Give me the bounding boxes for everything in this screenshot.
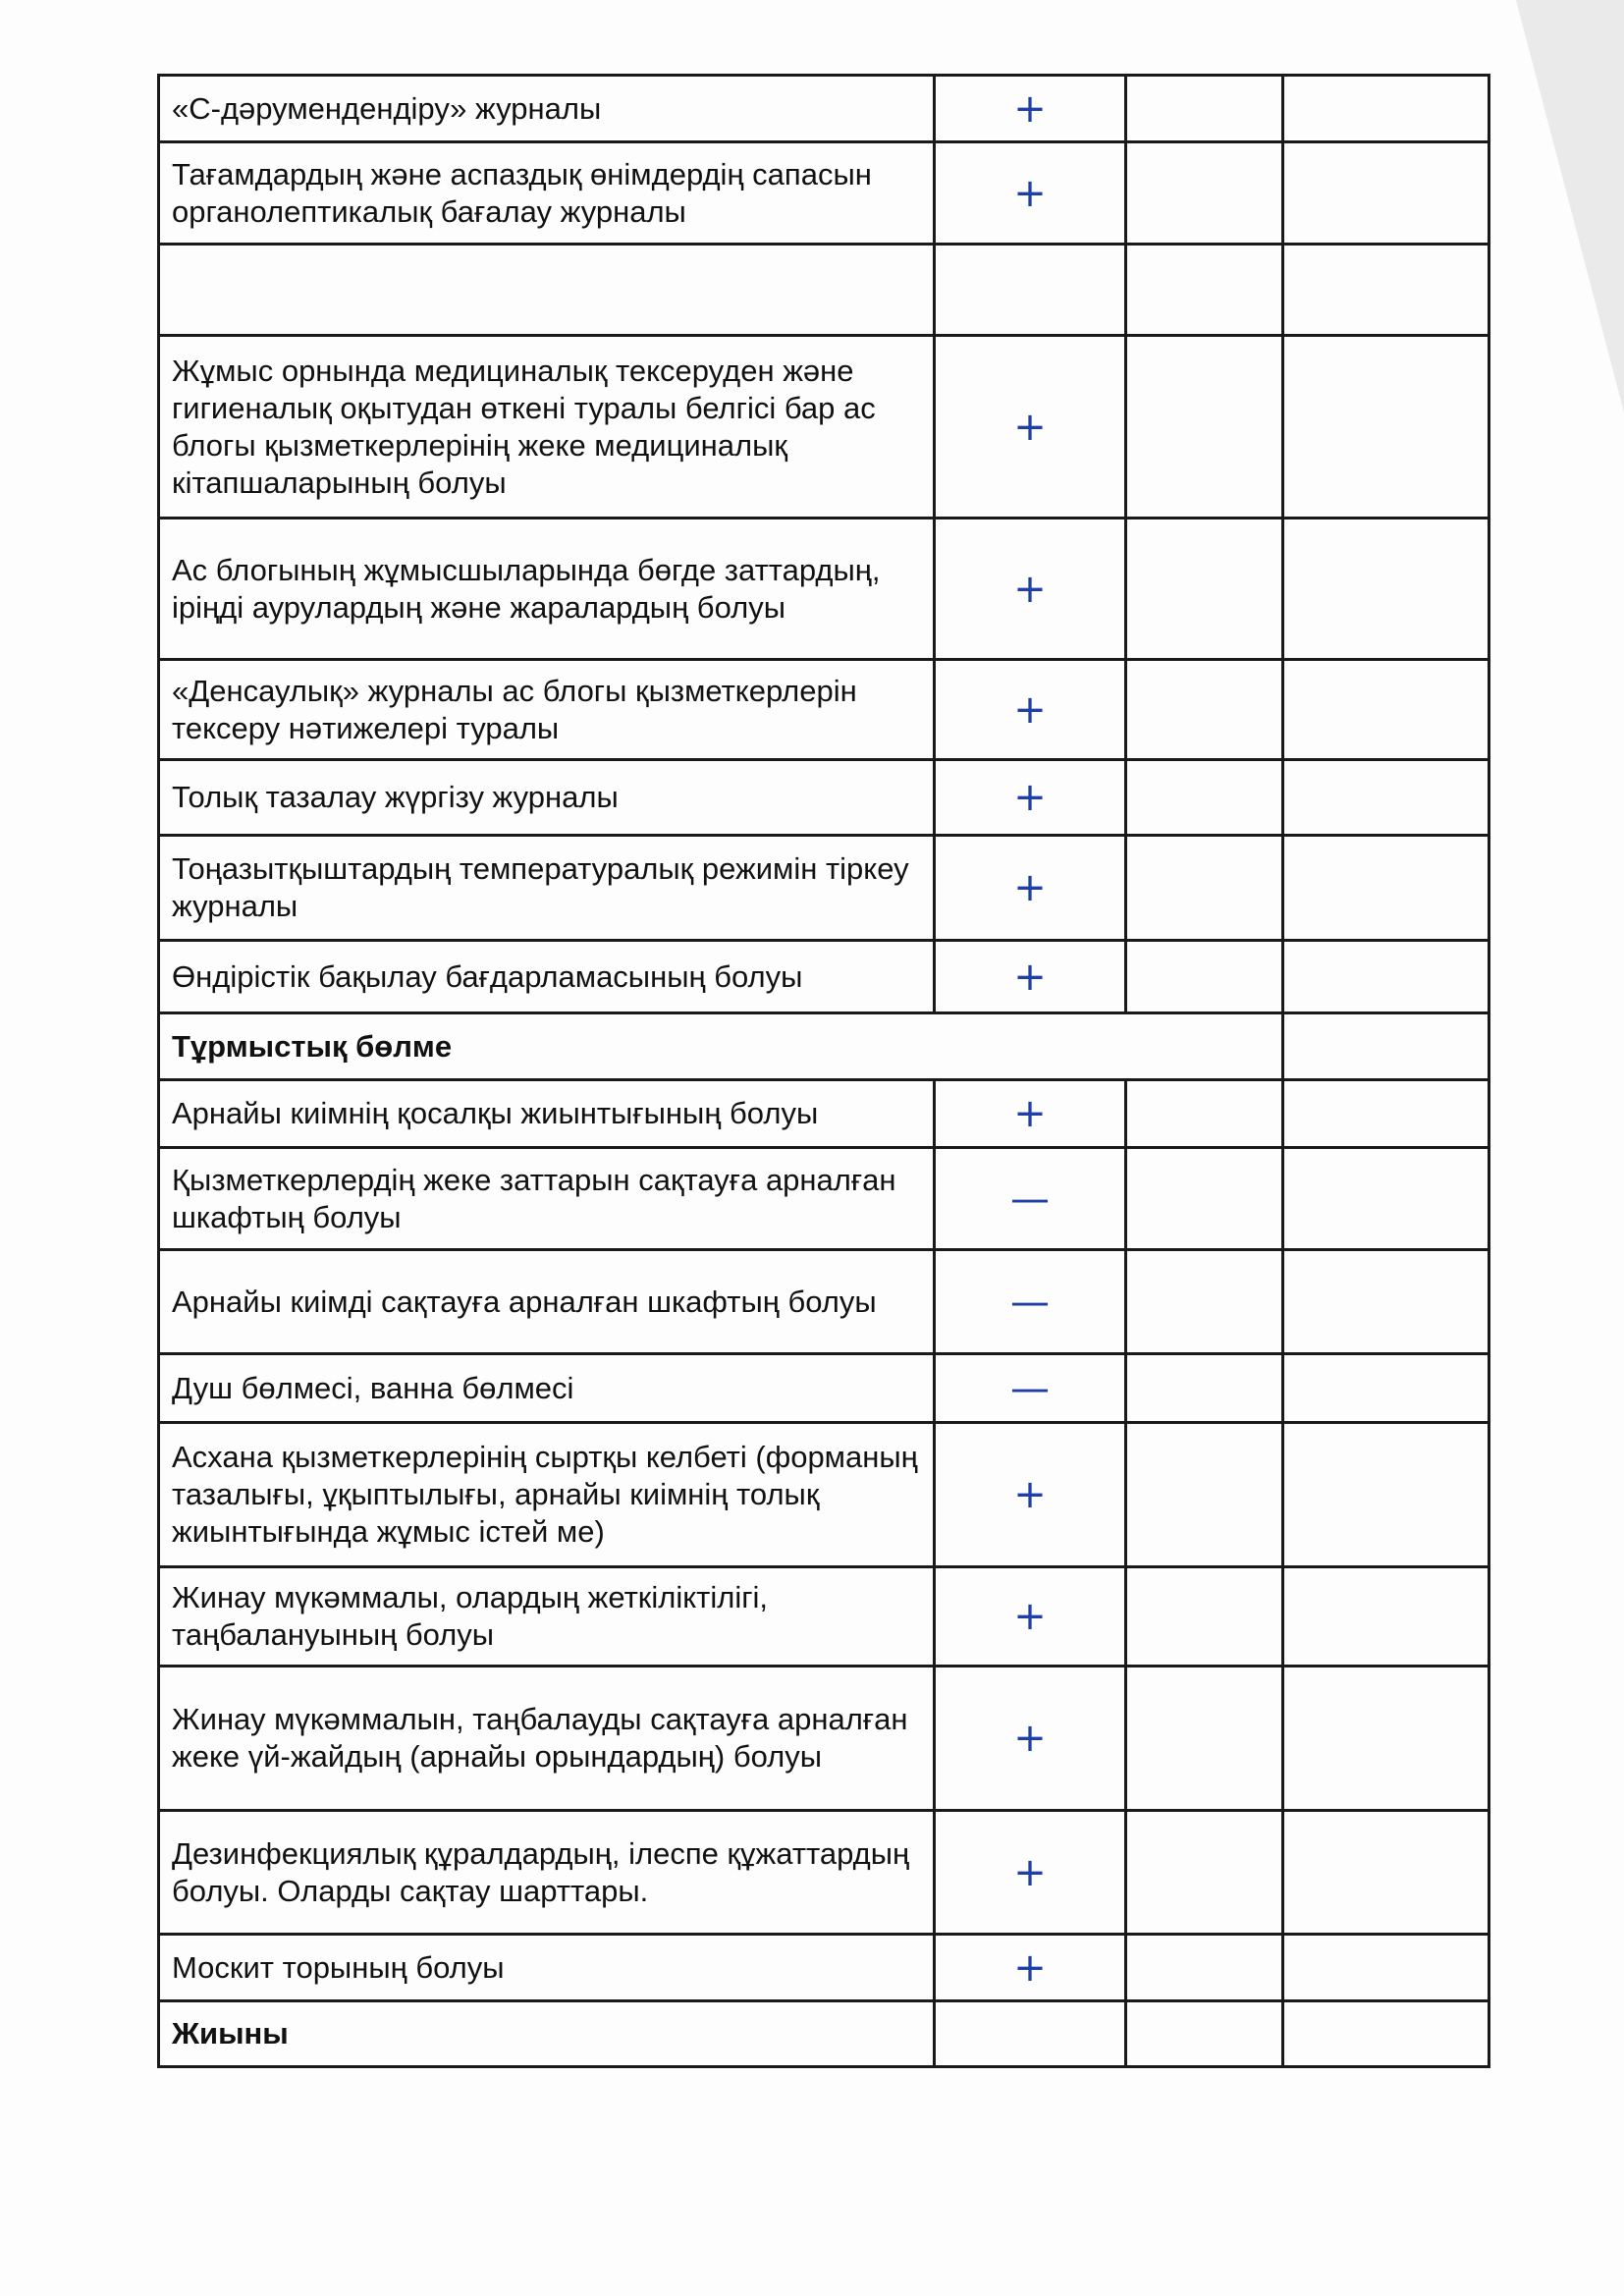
section-row (159, 1013, 1489, 1080)
empty-cell (1126, 142, 1283, 245)
table-row (159, 660, 1489, 760)
criterion-text: Москит торының болуы (159, 1935, 935, 2001)
check-mark: + (935, 760, 1126, 836)
empty-cell (1283, 519, 1489, 660)
check-mark (935, 2001, 1126, 2067)
empty-cell (1283, 2001, 1489, 2067)
criterion-text: «Денсаулық» журналы ас блогы қызметкерлерін тексеру нәтижелері туралы (159, 660, 935, 760)
criterion-text: Арнайы киімді сақтауға арналған шкафтың болуы (159, 1250, 935, 1354)
check-mark: + (935, 660, 1126, 760)
check-mark: — (935, 1250, 1126, 1354)
empty-cell (1126, 660, 1283, 760)
table-row (159, 142, 1489, 245)
table-row (159, 1667, 1489, 1811)
empty-cell (1283, 760, 1489, 836)
empty-cell (1126, 1250, 1283, 1354)
criterion-text: Толық тазалау жүргізу журналы (159, 760, 935, 836)
table-row (159, 1148, 1489, 1250)
criterion-text (159, 245, 935, 336)
empty-cell (1126, 941, 1283, 1013)
criterion-text: Жинау мүкәммалын, таңбалауды сақтауға арналған жеке үй-жайдың (арнайы орындардың) болуы (159, 1667, 935, 1811)
empty-cell (1283, 1148, 1489, 1250)
table-row (159, 1811, 1489, 1935)
total-row (159, 2001, 1489, 2067)
check-mark: + (935, 1567, 1126, 1667)
checklist-table (157, 74, 1490, 2068)
check-mark: + (935, 941, 1126, 1013)
table-row (159, 1567, 1489, 1667)
criterion-text: Арнайы киімнің қосалқы жиынтығының болуы (159, 1080, 935, 1148)
table-row (159, 519, 1489, 660)
criterion-text: Жұмыс орнында медициналық тексеруден және гигиеналық оқытудан өткені туралы белгісі бар ас блогы қызметкерлерінің жеке медициналық кітапшаларының болуы (159, 336, 935, 519)
empty-cell (1126, 1935, 1283, 2001)
check-mark: + (935, 336, 1126, 519)
empty-cell (1283, 941, 1489, 1013)
empty-cell (1126, 336, 1283, 519)
total-label: Жиыны (159, 2001, 935, 2067)
check-mark: + (935, 1935, 1126, 2001)
check-mark: + (935, 76, 1126, 142)
criterion-text: «С-дәрумендендіру» журналы (159, 76, 935, 142)
check-mark: — (935, 1148, 1126, 1250)
table-row (159, 836, 1489, 941)
criterion-text: Тоңазытқыштардың температуралық режимін тіркеу журналы (159, 836, 935, 941)
criterion-text: Қызметкерлердің жеке заттарын сақтауға арналған шкафтың болуы (159, 1148, 935, 1250)
check-mark: + (935, 1423, 1126, 1567)
empty-cell (1126, 1423, 1283, 1567)
empty-cell (1283, 336, 1489, 519)
empty-cell (1283, 1354, 1489, 1423)
empty-cell (1283, 76, 1489, 142)
table-row (159, 76, 1489, 142)
check-mark: + (935, 1667, 1126, 1811)
criterion-text: Ас блогының жұмысшыларында бөгде заттардың, іріңді аурулардың және жаралардың болуы (159, 519, 935, 660)
empty-cell (1283, 1080, 1489, 1148)
table-row (159, 760, 1489, 836)
empty-cell (1283, 1013, 1489, 1080)
empty-cell (1126, 1080, 1283, 1148)
empty-cell (1283, 660, 1489, 760)
criterion-text: Тағамдардың және аспаздық өнімдердің сапасын органолептикалық бағалау журналы (159, 142, 935, 245)
empty-cell (1283, 1811, 1489, 1935)
empty-cell (1283, 1935, 1489, 2001)
empty-cell (1283, 142, 1489, 245)
empty-cell (1126, 836, 1283, 941)
criterion-text: Асхана қызметкерлерінің сыртқы келбеті (форманың тазалығы, ұқыптылығы, арнайы киімнің толық жиынтығында жұмыс істей ме) (159, 1423, 935, 1567)
empty-cell (1283, 1667, 1489, 1811)
check-mark: — (935, 1354, 1126, 1423)
check-mark: + (935, 142, 1126, 245)
criterion-text: Дезинфекциялық құралдардың, ілеспе құжаттардың болуы. Оларды сақтау шарттары. (159, 1811, 935, 1935)
criterion-text: Жинау мүкәммалы, олардың жеткіліктілігі, таңбалануының болуы (159, 1567, 935, 1667)
table-row (159, 941, 1489, 1013)
empty-cell (1126, 2001, 1283, 2067)
section-heading: Тұрмыстық бөлме (159, 1013, 935, 1080)
check-mark: + (935, 1080, 1126, 1148)
criterion-text: Душ бөлмесі, ванна бөлмесі (159, 1354, 935, 1423)
empty-cell (1126, 76, 1283, 142)
empty-cell (1126, 1811, 1283, 1935)
empty-cell (1126, 1567, 1283, 1667)
check-mark: + (935, 836, 1126, 941)
empty-cell (1283, 245, 1489, 336)
table-row (159, 1250, 1489, 1354)
check-mark: + (935, 519, 1126, 660)
empty-cell (1126, 1148, 1283, 1250)
empty-cell (1126, 1354, 1283, 1423)
empty-cell (1283, 1250, 1489, 1354)
empty-cell (935, 1013, 1283, 1080)
check-mark: + (935, 1811, 1126, 1935)
empty-cell (1126, 519, 1283, 660)
empty-cell (1283, 1423, 1489, 1567)
empty-cell (1126, 245, 1283, 336)
check-mark (935, 245, 1126, 336)
table-row (159, 1935, 1489, 2001)
table-row (159, 1354, 1489, 1423)
table-row (159, 1080, 1489, 1148)
table-row (159, 245, 1489, 336)
empty-cell (1126, 1667, 1283, 1811)
empty-cell (1283, 1567, 1489, 1667)
folded-corner (1516, 0, 1624, 412)
criterion-text: Өндірістік бақылау бағдарламасының болуы (159, 941, 935, 1013)
table-row (159, 1423, 1489, 1567)
empty-cell (1126, 760, 1283, 836)
table-row (159, 336, 1489, 519)
empty-cell (1283, 836, 1489, 941)
